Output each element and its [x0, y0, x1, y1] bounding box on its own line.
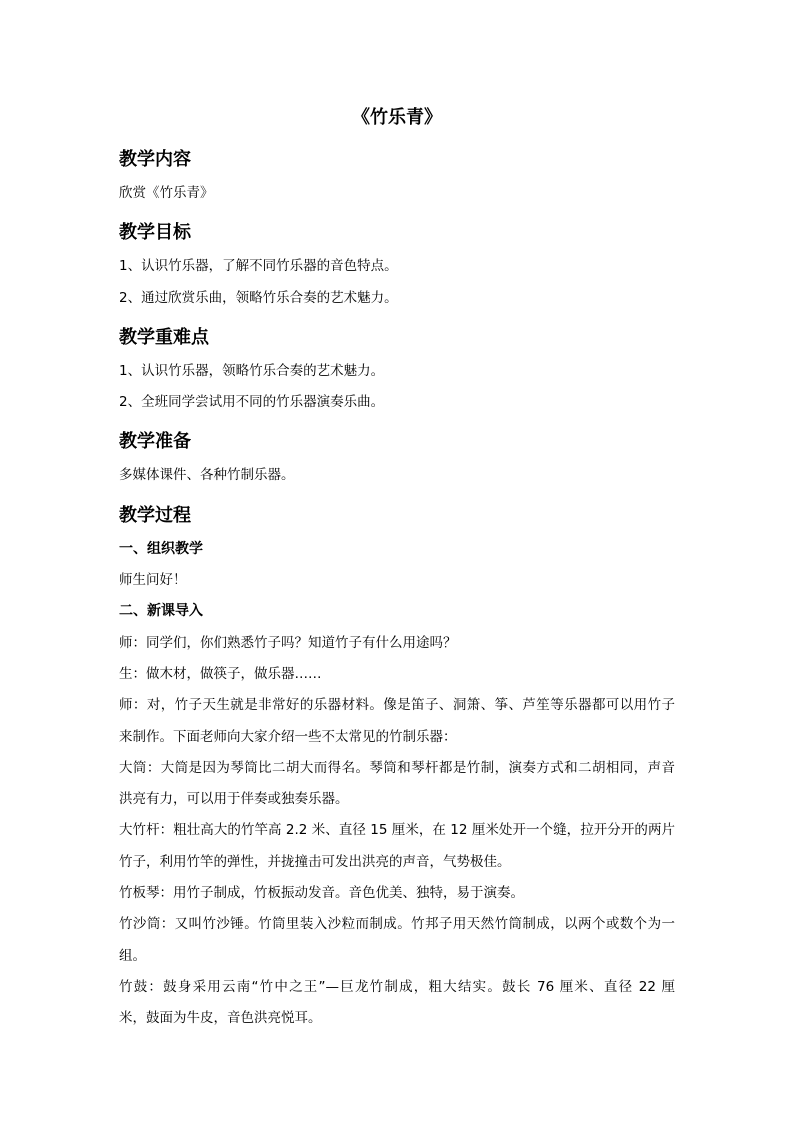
section-teaching-content [119, 142, 675, 209]
section-teaching-process [119, 498, 675, 1035]
section-heading: 教学目标 [119, 222, 191, 244]
section-teaching-goals [119, 215, 675, 314]
section-heading: 教学过程 [119, 504, 191, 526]
section-heading: 教学重难点 [119, 326, 209, 348]
paragraph-line: 米，鼓面为牛皮，音色洪亮悦耳。 [119, 1010, 322, 1027]
paragraph-line: 竹板琴：用竹子制成，竹板振动发音。音色优美、独特，易于演奏。 [119, 885, 524, 902]
paragraph-line: 生：做木材，做筷子，做乐器…… [119, 665, 322, 682]
list-item: 2、通过欣赏乐曲，领略竹乐合奏的艺术魅力。 [119, 289, 398, 306]
paragraph-line: 组。 [119, 947, 146, 964]
list-item: 1、认识竹乐器，了解不同竹乐器的音色特点。 [119, 258, 398, 275]
document-title: 《竹乐青》 [352, 107, 442, 128]
paragraph-line: 多媒体课件、各种竹制乐器。 [119, 467, 295, 484]
paragraph-line: 竹鼓：鼓身采用云南“竹中之王”—巨龙竹制成，粗大结实。鼓长 76 厘米、直径 22 厘 [119, 978, 675, 995]
list-item: 2、全班同学尝试用不同的竹乐器演奏乐曲。 [119, 394, 385, 411]
section-heading: 教学内容 [119, 149, 191, 170]
paragraph-line: 竹子，利用竹竿的弹性，并拢撞击可发出洪亮的声音，气势极佳。 [119, 853, 511, 870]
section-heading: 教学准备 [119, 431, 191, 453]
section-preparation [119, 424, 675, 491]
subsection-introduction [119, 596, 675, 1034]
section-key-points [119, 320, 675, 419]
paragraph-line: 师生问好！ [119, 572, 187, 589]
paragraph-line: 师：同学们，你们熟悉竹子吗？知道竹子有什么用途吗？ [119, 634, 457, 651]
subsection-heading: 二、新课导入 [119, 603, 203, 620]
paragraph-line: 竹沙筒：又叫竹沙锤。竹筒里装入沙粒而制成。竹邦子用天然竹筒制成，以两个或数个为一 [119, 916, 675, 933]
paragraph-line: 洪亮有力，可以用于伴奏或独奏乐器。 [119, 791, 349, 808]
paragraph-line: 大竹杆：粗壮高大的竹竿高 2.2 米、直径 15 厘米，在 12 厘米处开一个缝，拉开分开的两片 [119, 822, 675, 839]
document-page [119, 100, 675, 1035]
subsection-organize [119, 534, 675, 597]
list-item: 1、认识竹乐器，领略竹乐合奏的艺术魅力。 [119, 362, 385, 379]
paragraph-line: 来制作。下面老师向大家介绍一些不太常见的竹制乐器： [119, 728, 457, 745]
subsection-heading: 一、组织教学 [119, 540, 203, 557]
paragraph-line: 大筒：大筒是因为琴筒比二胡大而得名。琴筒和琴杆都是竹制，演奏方式和二胡相同，声音 [119, 759, 675, 776]
paragraph-line: 师：对，竹子天生就是非常好的乐器材料。像是笛子、洞箫、筝、芦笙等乐器都可以用竹子 [119, 697, 675, 714]
paragraph-line: 欣赏《竹乐青》 [119, 185, 214, 201]
